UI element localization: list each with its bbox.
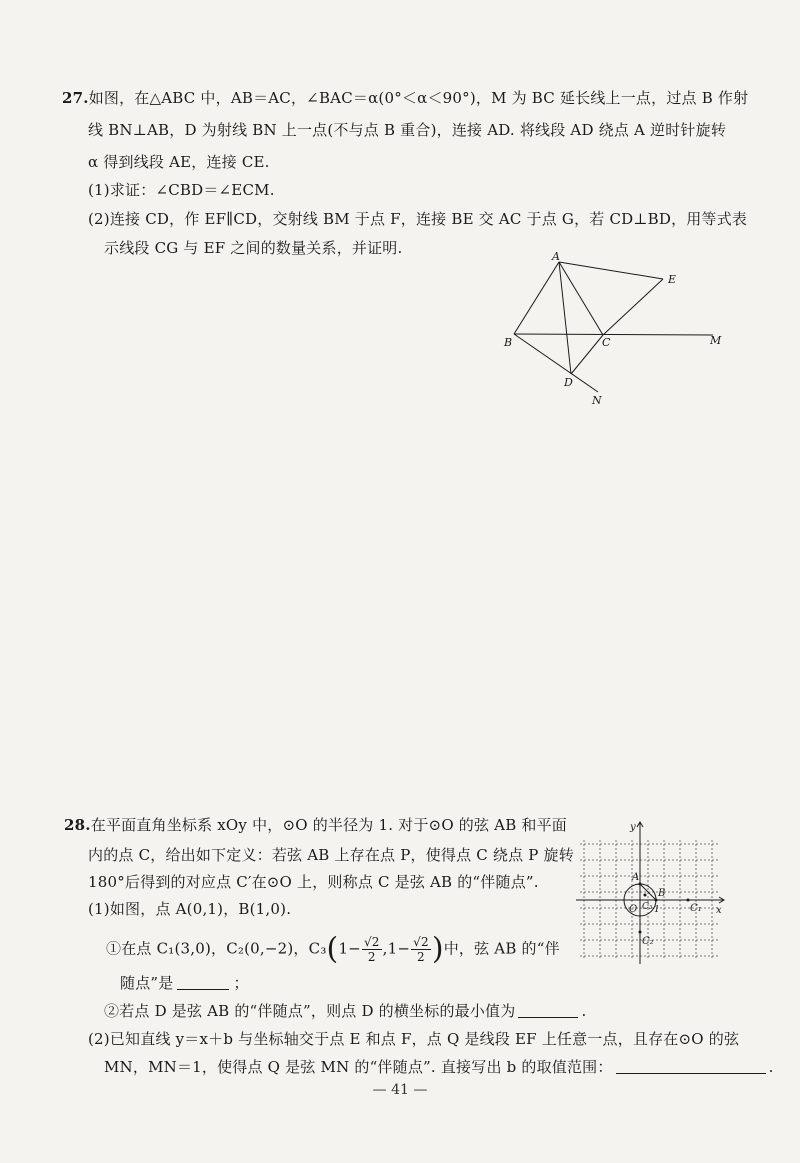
q28-frac-y-num: √2 bbox=[413, 935, 429, 949]
q27-geometry-figure bbox=[498, 250, 738, 410]
q27-label-N: N bbox=[592, 394, 602, 407]
q28-label-x: x bbox=[716, 905, 722, 916]
q27-seg-AE bbox=[559, 262, 663, 279]
q27-ray-BN bbox=[514, 334, 598, 392]
q28-frac-y-den: 2 bbox=[417, 950, 425, 964]
q27-line1 bbox=[62, 88, 748, 108]
q28-point-C2 bbox=[639, 931, 642, 934]
q28-part2-line2-text: MN，MN＝1，使得点 Q 是弦 MN 的“伴随点”. 直接写出 b 的取值范围： bbox=[104, 1058, 613, 1076]
q28-label-O: O bbox=[629, 904, 638, 915]
q28-sub1-end: ； bbox=[233, 974, 249, 992]
q28-sub1-line2-text: 随点”是 bbox=[120, 974, 174, 992]
q28-sub1-line2 bbox=[120, 973, 249, 993]
q27-line2: 线 BN⊥AB，D 为射线 BN 上一点(不与点 B 重合)，连接 AD. 将线段 AD 绕点 A 逆时针旋转 bbox=[88, 121, 727, 139]
q28-label-C3: C₃ bbox=[642, 902, 653, 912]
q28-text-1: 在平面直角坐标系 xOy 中，⊙O 的半径为 1. 对于⊙O 的弦 AB 和平面 bbox=[90, 816, 567, 834]
q27-seg-CD bbox=[571, 335, 603, 374]
q27-part2-line1: (2)连接 CD，作 EF∥CD，交射线 BM 于点 F，连接 BE 交 AC 于点 G，若 CD⊥BD，用等式表 bbox=[88, 210, 748, 228]
q27-label-A: A bbox=[552, 250, 560, 263]
q27-number: 27. bbox=[62, 89, 89, 107]
q28-sub1-line1 bbox=[106, 931, 560, 967]
q27-seg-CE bbox=[603, 279, 663, 335]
page-number: — 41 — bbox=[372, 1082, 428, 1098]
q28-sub1-suffix: 中，弦 AB 的“伴 bbox=[443, 939, 560, 958]
q28-frac-x-den: 2 bbox=[367, 950, 376, 964]
q28-frac-y bbox=[411, 935, 431, 964]
q27-ray-BM bbox=[514, 334, 713, 335]
q28-part2-end: . bbox=[768, 1058, 774, 1076]
q27-line3: α 得到线段 AE，连接 CE. bbox=[88, 153, 270, 171]
q28-coordinate-figure bbox=[570, 816, 730, 966]
q27-label-M: M bbox=[710, 334, 722, 347]
q28-answer-blank-2[interactable] bbox=[518, 1003, 578, 1018]
q28-answer-blank-1[interactable] bbox=[177, 975, 229, 990]
q28-sub2 bbox=[104, 1001, 586, 1021]
q28-part1: (1)如图，点 A(0,1)，B(1,0). bbox=[88, 900, 292, 918]
q27-seg-AB bbox=[514, 262, 559, 334]
q28-label-y: y bbox=[630, 822, 636, 833]
q28-label-C1: C₁ bbox=[690, 903, 702, 914]
q28-paren-open: ( bbox=[326, 931, 339, 967]
q28-sub1-prefix: ①在点 C₁(3,0)，C₂(0,−2)，C₃ bbox=[106, 939, 327, 958]
q27-part1: (1)求证：∠CBD＝∠ECM. bbox=[88, 181, 275, 199]
q27-label-E: E bbox=[668, 273, 677, 286]
q28-c3-x-prefix: 1− bbox=[338, 939, 361, 958]
q28-point-C1 bbox=[687, 899, 690, 902]
q28-line3: 180°后得到的对应点 C′在⊙O 上，则称点 C 是弦 AB 的“伴随点”. bbox=[88, 873, 539, 891]
q27-label-D: D bbox=[564, 376, 573, 389]
q28-point-C3 bbox=[644, 894, 647, 897]
q28-label-one: 1 bbox=[654, 905, 660, 915]
q27-label-C: C bbox=[602, 336, 611, 349]
q28-frac-x bbox=[362, 935, 382, 964]
q27-label-B: B bbox=[504, 336, 513, 349]
q28-number: 28. bbox=[64, 816, 91, 834]
q28-sub2-end: . bbox=[581, 1002, 587, 1020]
q27-text-1: 如图，在△ABC 中，AB＝AC，∠BAC＝α(0°＜α＜90°)，M 为 BC 延长线上一点，过点 B 作射 bbox=[88, 89, 749, 107]
q28-label-A: A bbox=[632, 872, 640, 883]
q28-paren-close: ) bbox=[431, 931, 444, 967]
q27-part2-line2: 示线段 CG 与 EF 之间的数量关系，并证明. bbox=[104, 239, 403, 257]
q28-part2-line1: (2)已知直线 y＝x＋b 与坐标轴交于点 E 和点 F，点 Q 是线段 EF 上任意一点，且存在⊙O 的弦 bbox=[88, 1030, 740, 1048]
q28-label-C2: C₂ bbox=[642, 936, 654, 947]
q28-frac-x-num: √2 bbox=[363, 935, 380, 949]
q28-label-B: B bbox=[658, 888, 666, 899]
q28-answer-blank-3[interactable] bbox=[616, 1059, 766, 1074]
q28-c3-y-prefix: ,1− bbox=[382, 939, 411, 958]
q28-line1 bbox=[64, 815, 567, 835]
q28-part2-line2 bbox=[104, 1057, 774, 1077]
q28-sub2-text: ②若点 D 是弦 AB 的“伴随点”，则点 D 的横坐标的最小值为 bbox=[104, 1002, 516, 1020]
q28-line2: 内的点 C，给出如下定义：若弦 AB 上存在点 P，使得点 C 绕点 P 旋转 bbox=[88, 846, 574, 864]
